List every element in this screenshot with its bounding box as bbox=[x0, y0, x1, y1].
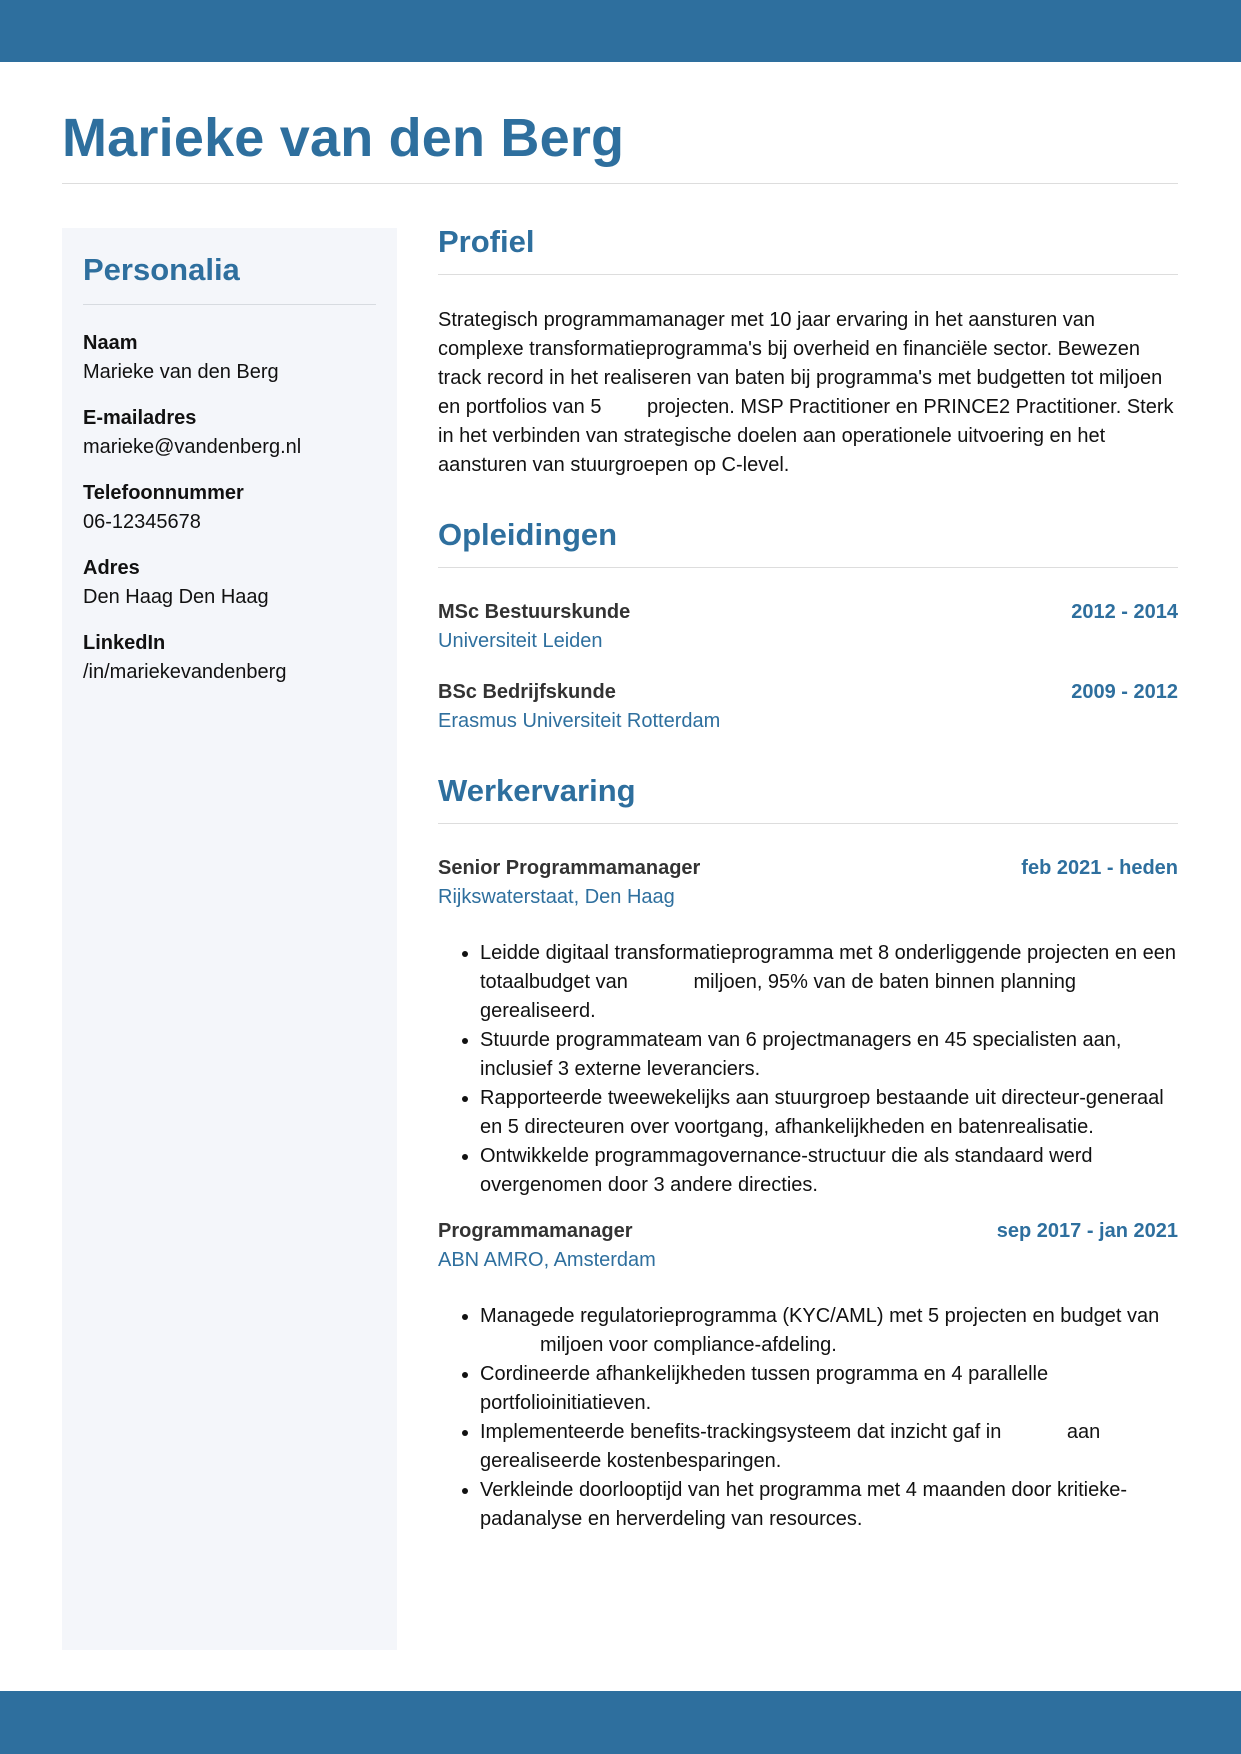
main-content bbox=[438, 222, 1178, 1534]
section-title-profile: Profiel bbox=[438, 222, 1178, 275]
education-period: 2012 - 2014 bbox=[1071, 601, 1178, 623]
achievement-item: • Managede regulatorieprogramma (KYC/AML) met 5 projecten en budget van miljoen voor compliance-afdeling. bbox=[480, 1302, 1178, 1360]
job-period: feb 2021 - heden bbox=[1021, 857, 1178, 879]
achievement-item: • Cordineerde afhankelijkheden tussen programma en 4 parallelle portfolioinitiatieven. bbox=[480, 1360, 1178, 1418]
field-label: E-mailadres bbox=[83, 407, 197, 429]
job-organization: Rijkswaterstaat, Den Haag bbox=[438, 886, 675, 908]
field-value: marieke@vandenberg.nl bbox=[83, 436, 302, 458]
name-divider bbox=[62, 183, 1178, 184]
field-email bbox=[83, 404, 376, 462]
achievement-item: • Ontwikkelde programmagovernance-structuur die als standaard werd overgenomen door 3 andere directies. bbox=[480, 1142, 1178, 1200]
sidebar-title: Personalia bbox=[83, 250, 376, 305]
education-entry bbox=[438, 598, 1178, 656]
section-title-education: Opleidingen bbox=[438, 515, 1178, 568]
achievement-item: • Rapporteerde tweewekelijks aan stuurgroep bestaande uit directeur-generaal en 5 directeuren over voortgang, afhankelijkheden en batenrealisatie. bbox=[480, 1084, 1178, 1142]
achievement-item: • Stuurde programmateam van 6 projectmanagers en 45 specialisten aan, inclusief 3 externe leveranciers. bbox=[480, 1026, 1178, 1084]
profile-section bbox=[438, 222, 1178, 480]
work-section bbox=[438, 771, 1178, 1534]
job-entry bbox=[438, 1217, 1178, 1534]
education-period: 2009 - 2012 bbox=[1071, 681, 1178, 703]
job-period: sep 2017 - jan 2021 bbox=[996, 1220, 1178, 1242]
footer-bar bbox=[0, 1691, 1241, 1754]
job-achievements bbox=[438, 1302, 1178, 1534]
achievement-item: • Leidde digitaal transformatieprogramma met 8 onderliggende projecten en een totaalbudget van miljoen, 95% van de baten binnen planning gerealiseerd. bbox=[480, 939, 1178, 1026]
field-label: Naam bbox=[83, 332, 138, 354]
field-value: /in/mariekevandenberg bbox=[83, 661, 287, 683]
job-organization: ABN AMRO, Amsterdam bbox=[438, 1249, 656, 1271]
school-name: Universiteit Leiden bbox=[438, 630, 603, 652]
personal-details-sidebar bbox=[62, 228, 397, 1650]
section-title-work: Werkervaring bbox=[438, 771, 1178, 824]
header-bar bbox=[0, 0, 1241, 62]
field-label: Telefoonnummer bbox=[83, 482, 244, 504]
profile-text: Strategisch programmamanager met 10 jaar ervaring in het aansturen van complexe transformatieprogramma's bij overheid en financiële sector. Bewezen track record in het realiseren van baten bij programma's met budgetten tot miljoen en portfolios van 5 projecten. MSP Practitioner en PRINCE2 Practitioner. Sterk in het verbinden van strategische doelen aan operationele uitvoering en het aansturen van stuurgroepen op C-level. bbox=[438, 309, 1174, 476]
field-label: LinkedIn bbox=[83, 632, 166, 654]
field-phone bbox=[83, 479, 376, 537]
field-value: 06-12345678 bbox=[83, 511, 201, 533]
job-entry bbox=[438, 854, 1178, 1200]
field-value: Marieke van den Berg bbox=[83, 361, 279, 383]
education-entry bbox=[438, 678, 1178, 736]
field-name bbox=[83, 329, 376, 387]
field-label: Adres bbox=[83, 557, 140, 579]
achievement-item: • Implementeerde benefits-trackingsysteem dat inzicht gaf in aan gerealiseerde kostenbesparingen. bbox=[480, 1418, 1178, 1476]
job-achievements bbox=[438, 939, 1178, 1200]
degree-title: MSc Bestuurskunde bbox=[438, 601, 631, 623]
degree-title: BSc Bedrijfskunde bbox=[438, 681, 616, 703]
school-name: Erasmus Universiteit Rotterdam bbox=[438, 710, 721, 732]
field-linkedin bbox=[83, 629, 376, 687]
candidate-name: Marieke van den Berg bbox=[62, 108, 625, 168]
field-value: Den Haag Den Haag bbox=[83, 586, 269, 608]
education-section bbox=[438, 515, 1178, 736]
job-role: Senior Programmamanager bbox=[438, 857, 701, 879]
achievement-item: • Verkleinde doorlooptijd van het programma met 4 maanden door kritieke-padanalyse en herverdeling van resources. bbox=[480, 1476, 1178, 1534]
field-address bbox=[83, 554, 376, 612]
job-role: Programmamanager bbox=[438, 1220, 633, 1242]
